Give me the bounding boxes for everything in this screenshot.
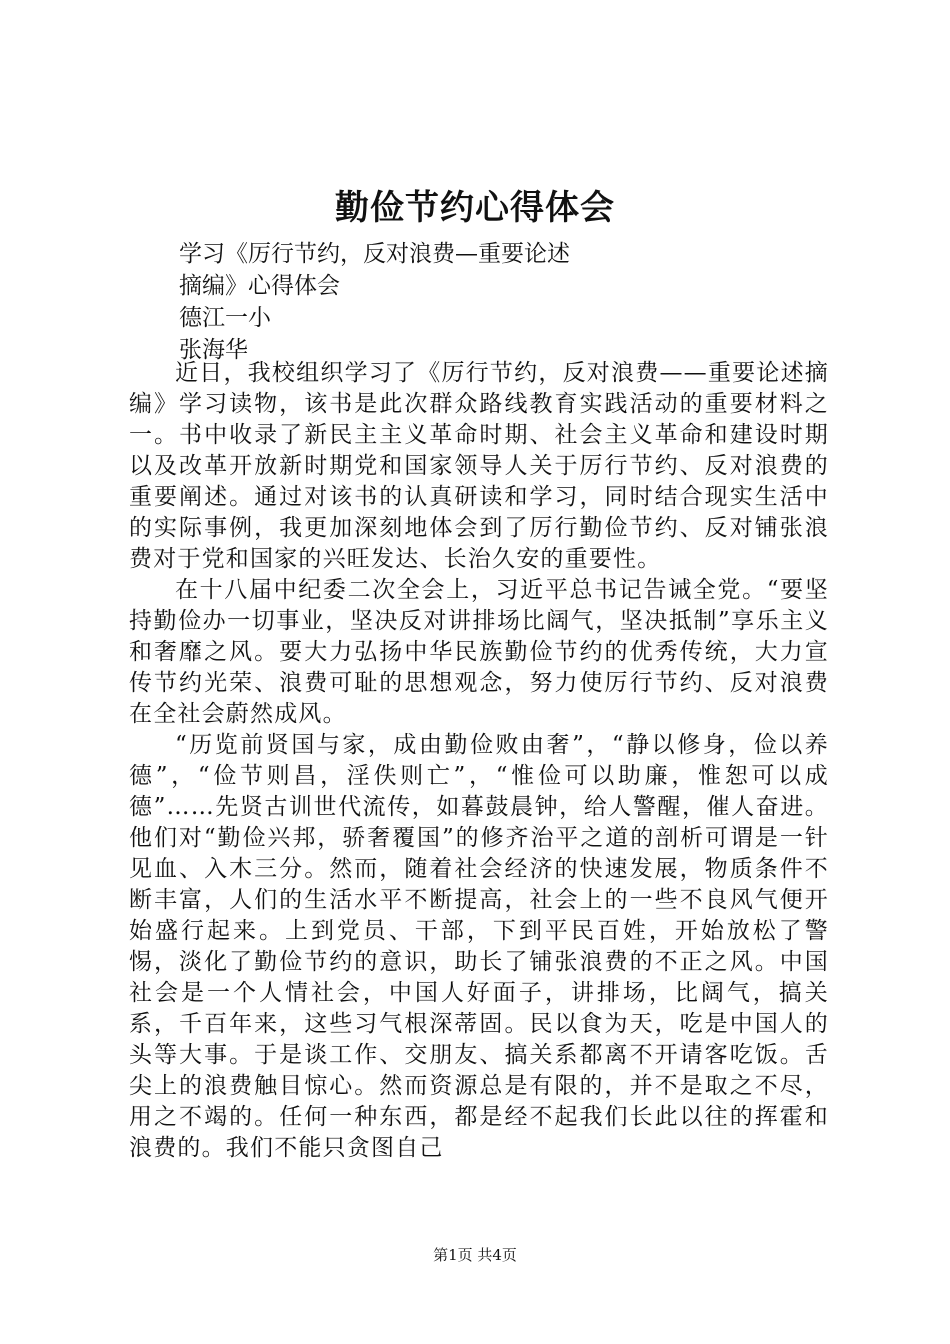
subtitle-line-1: 学习《厉行节约，反对浪费—重要论述 <box>179 241 570 267</box>
document-meta <box>179 238 739 366</box>
paragraph: “历览前贤国与家，成由勤俭败由奢”，“静以修身，俭以养德”，“俭节则昌，淫佚则亡”，“惟俭可以助廉，惟恕可以成德”……先贤古训世代流传，如暮鼓晨钟，给人警醒，催人奋进。他们对“勤俭兴邦，骄奢覆国”的修齐治平之道的剖析可谓是一针见血、入木三分。然而，随着社会经济的快速发展，物质条件不断丰富，人们的生活水平不断提高，社会上的一些不良风气便开始盛行起来。上到党员、干部，下到平民百姓，开始放松了警惕，淡化了勤俭节约的意识，助长了铺张浪费的不正之风。中国社会是一个人情社会，中国人好面子，讲排场，比阔气，搞关系，千百年来，这些习气根深蒂固。民以食为天，吃是中国人的头等大事。于是谈工作、交朋友、搞关系都离不开请客吃饭。舌尖上的浪费触目惊心。然而资源总是有限的，并不是取之不尽，用之不竭的。任何一种东西，都是经不起我们长此以往的挥霍和浪费的。我们不能只贪图自己 <box>129 732 829 1161</box>
paragraph: 近日，我校组织学习了《厉行节约，反对浪费——重要论述摘编》学习读物，该书是此次群众路线教育实践活动的重要材料之一。书中收录了新民主主义革命时期、社会主义革命和建设时期以及改革开放新时期党和国家领导人关于厉行节约、反对浪费的重要阐述。通过对该书的认真研读和学习，同时结合现实生活中的实际事例，我更加深刻地体会到了厉行勤俭节约、反对铺张浪费对于党和国家的兴旺发达、长治久安的重要性。 <box>129 360 829 572</box>
author-name: 张海华 <box>179 337 248 363</box>
subtitle-line-2: 摘编》心得体会 <box>179 273 340 299</box>
school-name: 德江一小 <box>179 305 271 331</box>
page-footer: 第1页 共4页 <box>433 1246 517 1264</box>
document-body <box>129 358 829 1164</box>
document-title: 勤俭节约心得体会 <box>335 188 615 228</box>
paragraph: 在十八届中纪委二次全会上，习近平总书记告诫全党。“要坚持勤俭办一切事业，坚决反对讲排场比阔气，坚决抵制”享乐主义和奢靡之风。要大力弘扬中华民族勤俭节约的优秀传统，大力宣传节约光荣、浪费可耻的思想观念，努力使厉行节约、反对浪费在全社会蔚然成风。 <box>129 577 829 727</box>
